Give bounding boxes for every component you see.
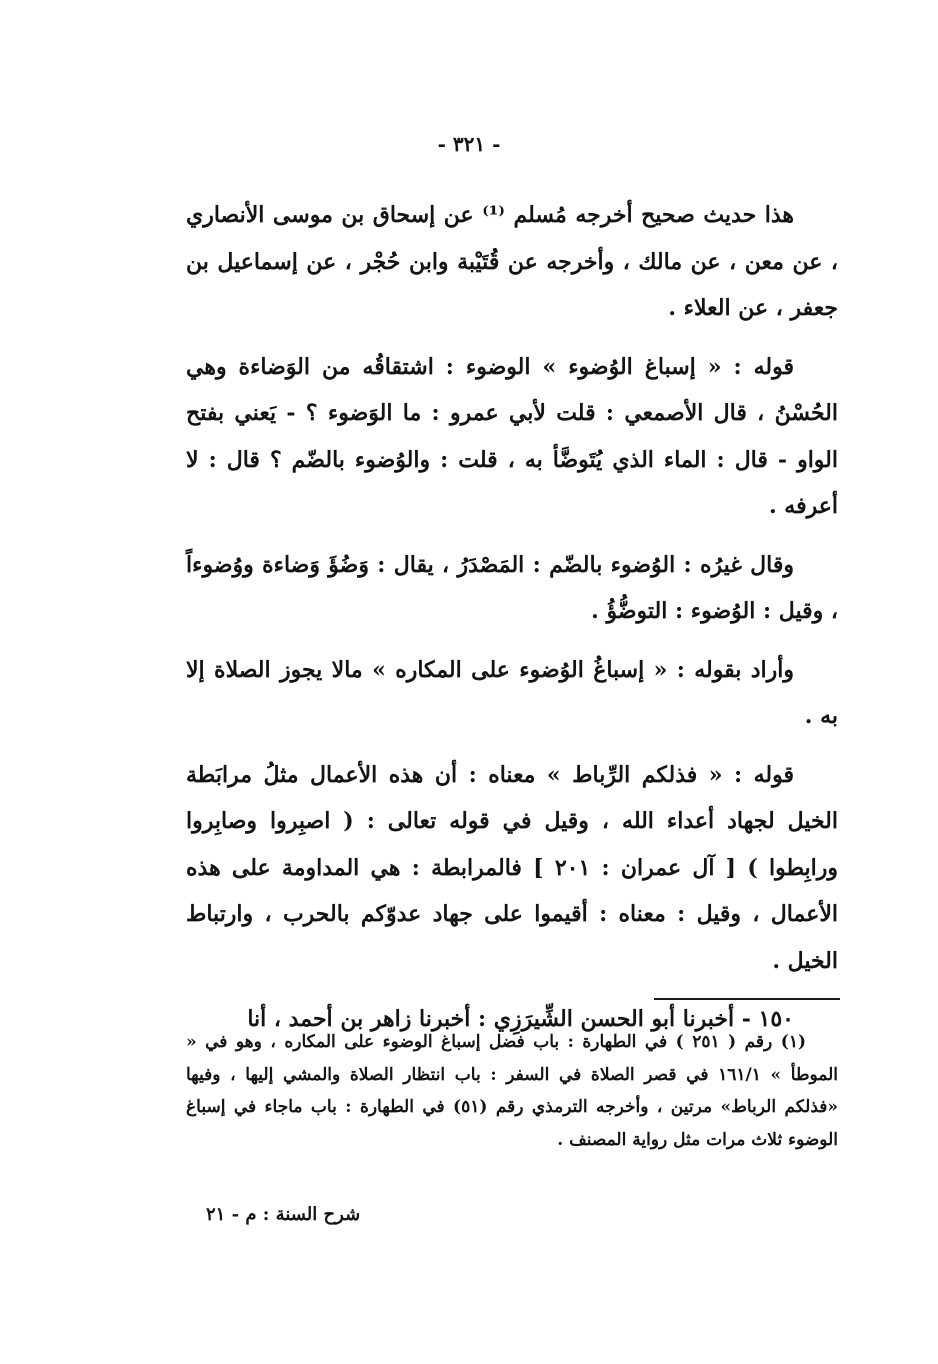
paragraph-wudu-masdar: وقال غيرُه : الوُضوء بالضّم : المَصْدَرُ ، يقال : وَضُؤَ وَضاءة ووُضوءاً ، وقيل : الوُضوء : التوضُّؤُ . (186, 551, 838, 624)
footnote-1: (١) رقم ( ٢٥١ ) في الطهارة : باب فضل إسباغ الوضوء على المكاره ، وهو في « الموطأ » ١٦١/١ في قصر الصلاة في السفر : باب انتظار الصلاة والمشي إليها ، وفيها «فذلكم الرباط» مرتين ، وأخرجه الترمذي رقم (٥١) في الطهارة : باب ماجاء في إسباغ الوضوء ثلاث مرات مثل رواية المصنف . (186, 1032, 839, 1150)
main-text (186, 192, 838, 1055)
paragraph-hadith-150: ١٥٠ - أخبرنا أبو الحسن الشِّيرَزِي : أخبرنا زاهر بن أحمد ، أنا (247, 1006, 794, 1032)
footnotes (186, 1026, 838, 1156)
paragraph-hadith-source: هذا حديث صحيح أخرجه مُسلم ⁽¹⁾ عن إسحاق بن موسى الأنصاري ، عن معن ، عن مالك ، وأخرجه عن قُتَيْبة وابن حُجْر ، عن إسماعيل بن جعفر ، عن العلاء . (186, 202, 838, 321)
paragraph-wudu-meaning: قوله : « إسباغ الوُضوء » الوضوء : اشتقاقُه من الوَضاءة وهي الحُسْنُ ، قال الأصمعي : قلت لأبي عمرو : ما الوَضوء ؟ - يَعني بفتح الواو - قال : الماء الذي يُتَوضَّأ به ، قلت : والوُضوء بالضّم ؟ قال : لا أعرفه . (186, 353, 838, 519)
signature-line: شرح السنة : م - ٢١ (206, 1204, 361, 1225)
footnote-divider (654, 998, 840, 1000)
page-number: - ٣٢١ - (437, 132, 501, 156)
paragraph-ribat: قوله : « فذلكم الرِّباط » معناه : أن هذه الأعمال مثلُ مرابَطة الخيل لجهاد أعداء الله ، وقيل في قوله تعالى : ( اصبِروا وصابِروا ورابِطوا ) [ آل عمران : ٢٠١ ] فالمرابطة : هي المداومة على هذه الأعمال ، وقيل : معناه : أقيموا على جهاد عدوّكم بالحرب ، وارتباط الخيل . (186, 761, 838, 974)
paragraph-isbagh: وأراد بقوله : « إسباغُ الوُضوء على المكاره » مالا يجوز الصلاة إلا به . (186, 656, 838, 729)
